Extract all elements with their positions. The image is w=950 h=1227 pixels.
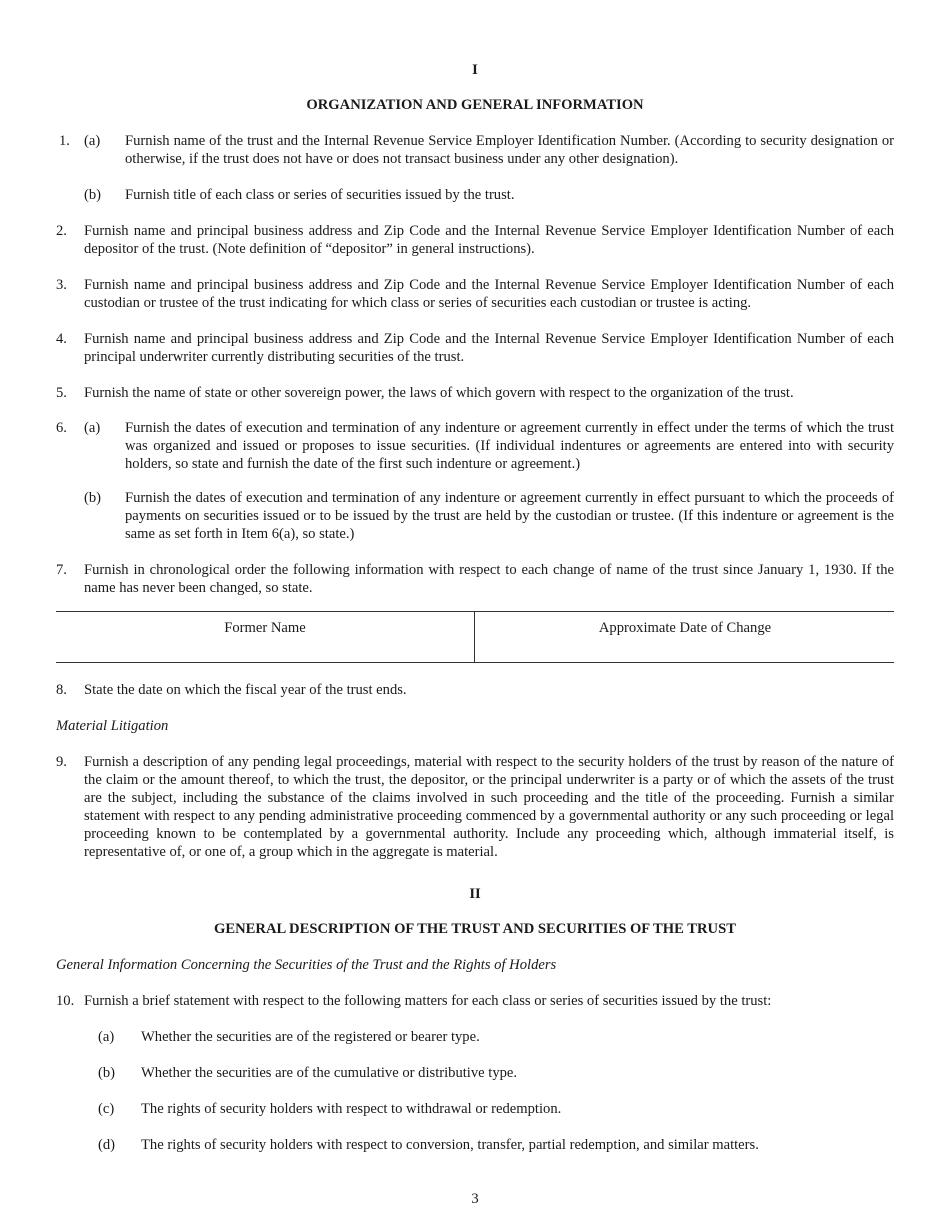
page-number: 3	[471, 1191, 479, 1207]
list-item-label: (c)	[98, 1101, 115, 1117]
item-1	[56, 132, 894, 168]
list-item-text: Whether the securities are of the cumulative or distributive type.	[141, 1065, 518, 1081]
item-9	[56, 753, 894, 861]
item-8	[56, 681, 894, 699]
item-text: Furnish the name of state or other sovereign power, the laws of which govern with respect to the organization of the trust.	[84, 385, 794, 401]
item-3	[56, 276, 894, 312]
list-item-text: Whether the securities are of the registered or bearer type.	[141, 1029, 480, 1045]
item-number: 8.	[56, 682, 67, 698]
section-title: GENERAL DESCRIPTION OF THE TRUST AND SECURITIES OF THE TRUST	[214, 921, 736, 937]
item-text: State the date on which the fiscal year of the trust ends.	[84, 682, 407, 698]
document-page	[56, 0, 894, 1227]
list-item-label: (b)	[98, 1065, 116, 1081]
list-item-label: (d)	[98, 1137, 116, 1153]
item-5	[56, 384, 894, 402]
item-6b	[56, 489, 894, 543]
item-sub-label: (a)	[84, 420, 101, 436]
item-number: 6.	[56, 420, 67, 436]
part-roman-numeral: II	[469, 886, 481, 902]
item-number: 4.	[56, 331, 67, 347]
item-text: Furnish name and principal business address and Zip Code and the Internal Revenue Service Employer Identification Number of each depositor of the trust. (Note definition of “depositor” in general instructions).	[84, 223, 894, 257]
item-number: 1.	[59, 133, 70, 149]
item-text: Furnish the dates of execution and termination of any indenture or agreement currently in effect under the terms of which the trust was organized and issued or proposes to issue securities. (If individual indentures or agreements are entered into with security holders, so state and furnish the date of the first such indenture or agreement.)	[125, 420, 894, 472]
item-1b	[56, 186, 894, 204]
part-roman-numeral: I	[472, 62, 478, 78]
list-item-text: The rights of security holders with respect to conversion, transfer, partial redemption, and similar matters.	[141, 1137, 759, 1153]
table-header-former-name: Former Name	[56, 612, 475, 662]
item-number: 3.	[56, 277, 67, 293]
list-item-label: (a)	[98, 1029, 115, 1045]
item-10	[56, 992, 894, 1010]
item-7	[56, 561, 894, 597]
item-4	[56, 330, 894, 366]
item-sub-label: (a)	[84, 133, 101, 149]
item-sub-label: (b)	[84, 490, 102, 506]
item-number: 5.	[56, 385, 67, 401]
item-text: Furnish a description of any pending legal proceedings, material with respect to the security holders of the trust by reason of the nature of the claim or the amount thereof, to which the trust, the depositor, or the principal underwriter is a party or of which the assets of the trust are the subject, including the substance of the claims involved in such proceeding and the title of the proceeding. Furnish a similar statement with respect to any pending administrative proceeding commenced by a governmental authority or any such proceeding or legal proceeding known to be contemplated by a governmental authority. Include any proceeding which, although immaterial itself, is representative of, or one of, a group which in the aggregate is material.	[84, 754, 894, 860]
item-text: Furnish name of the trust and the Internal Revenue Service Employer Identification Number. (According to security designation or otherwise, if the trust does not have or does not transact business under any other designation).	[125, 133, 894, 167]
item-text: Furnish name and principal business address and Zip Code and the Internal Revenue Service Employer Identification Number of each principal underwriter currently distributing securities of the trust.	[84, 331, 894, 365]
subheading-general-information: General Information Concerning the Securities of the Trust and the Rights of Holders	[56, 957, 557, 973]
item-number: 7.	[56, 562, 67, 578]
item-sub-label: (b)	[84, 187, 102, 203]
name-change-table	[56, 611, 894, 663]
table-header-date-of-change: Approximate Date of Change	[598, 620, 772, 636]
item-text: Furnish the dates of execution and termination of any indenture or agreement currently in effect pursuant to which the proceeds of payments on securities issued or to be issued by the trust are held by the custodian or trustee. (If this indenture or agreement is the same as set forth in Item 6(a), so state.)	[125, 490, 894, 542]
item-6	[56, 419, 894, 473]
list-item-text: The rights of security holders with respect to withdrawal or redemption.	[141, 1101, 562, 1117]
subheading-material-litigation: Material Litigation	[56, 718, 169, 734]
item-text: Furnish title of each class or series of securities issued by the trust.	[125, 187, 515, 203]
section-title: ORGANIZATION AND GENERAL INFORMATION	[306, 97, 644, 113]
item-number: 10.	[56, 993, 75, 1009]
item-2	[56, 222, 894, 258]
item-number: 9.	[56, 754, 67, 770]
item-text: Furnish name and principal business address and Zip Code and the Internal Revenue Service Employer Identification Number of each custodian or trustee of the trust indicating for which class or series of securities each custodian or trustee is acting.	[84, 277, 894, 311]
item-text: Furnish a brief statement with respect to the following matters for each class or series of securities issued by the trust:	[84, 993, 772, 1009]
item-number: 2.	[56, 223, 67, 239]
item-text: Furnish in chronological order the following information with respect to each change of name of the trust since January 1, 1930. If the name has never been changed, so state.	[84, 562, 894, 596]
